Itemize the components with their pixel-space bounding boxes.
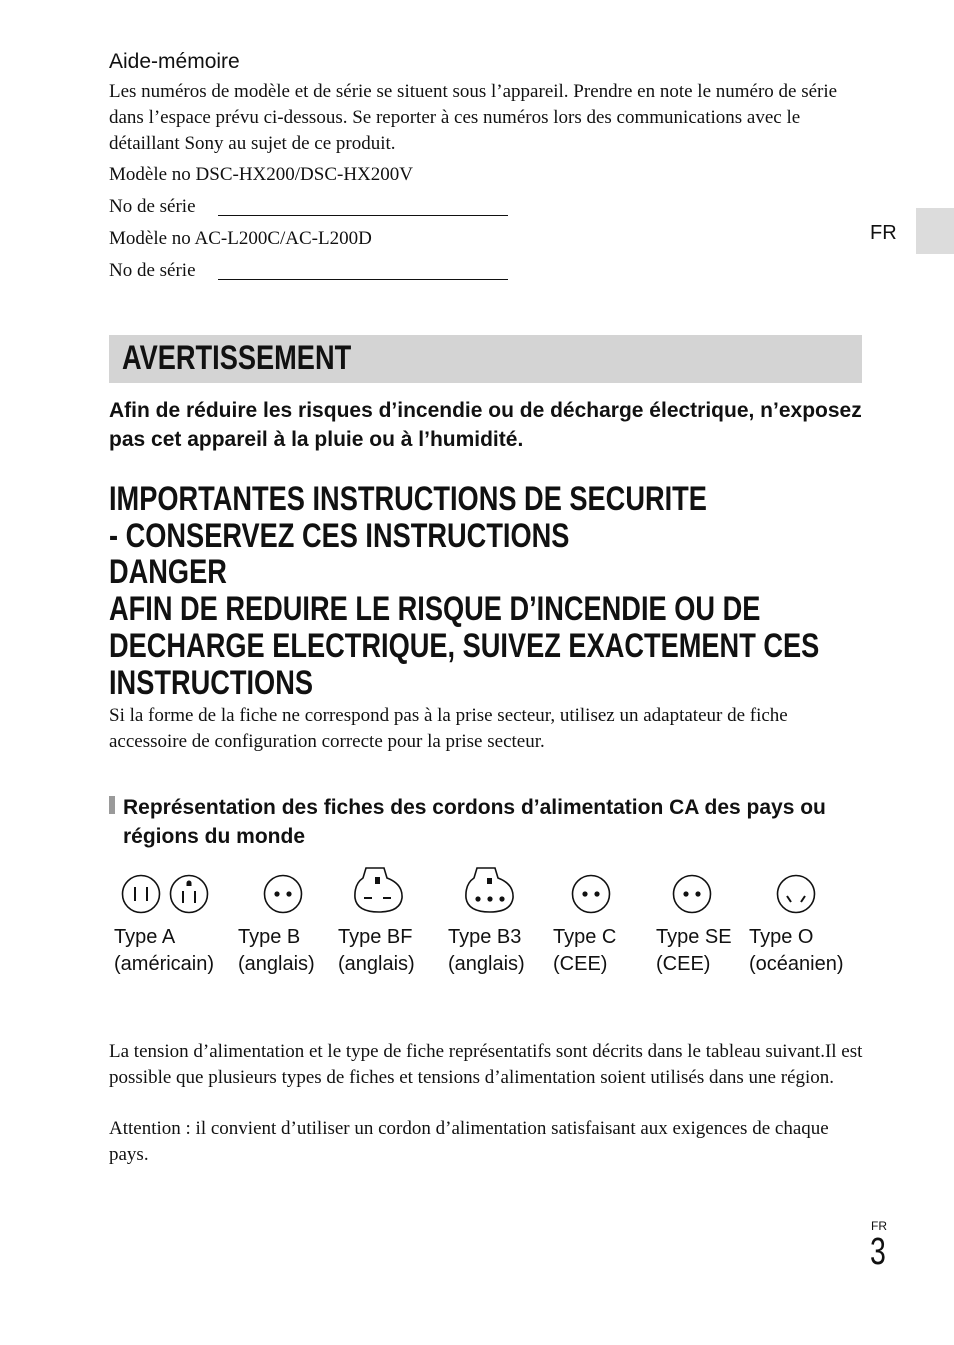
plug-type-b3-icon bbox=[462, 864, 518, 916]
plug-type-a-icon bbox=[121, 873, 213, 917]
plug-adapter-note: Si la forme de la fiche ne correspond pas à la prise secteur, utilisez un adaptateur de fiche accessoire de configuration correcte pour la prise secteur. bbox=[109, 705, 788, 752]
model-number-1: Modèle no DSC-HX200/DSC-HX200V bbox=[109, 164, 413, 185]
serial-number-2-label: No de série bbox=[109, 260, 196, 281]
page-number: 3 bbox=[870, 1231, 886, 1273]
section-marker-bar bbox=[109, 796, 115, 814]
plug-type-name: Type B3 bbox=[448, 926, 522, 948]
serial-number-2-line bbox=[218, 279, 508, 280]
serial-number-1-line bbox=[218, 215, 508, 216]
plug-type-region: (CEE) bbox=[553, 953, 608, 975]
plug-type-c-icon bbox=[571, 874, 613, 916]
model-number-2: Modèle no AC-L200C/AC-L200D bbox=[109, 228, 372, 249]
safety-heading-line: DECHARGE ELECTRIQUE, SUIVEZ EXACTEMENT CES bbox=[109, 626, 820, 665]
plug-label-type-a bbox=[114, 924, 214, 978]
plug-type-name: Type C bbox=[553, 926, 617, 948]
safety-heading-line: AFIN DE REDUIRE LE RISQUE D’INCENDIE OU DE bbox=[109, 590, 761, 629]
plug-label-type-b3 bbox=[448, 924, 525, 978]
safety-heading-line: - CONSERVEZ CES INSTRUCTIONS bbox=[109, 516, 570, 555]
plug-label-type-se bbox=[656, 924, 732, 978]
plug-type-region: (américain) bbox=[114, 953, 215, 975]
warning-text: Afin de réduire les risques d’incendie ou de décharge électrique, n’exposez pas cet appareil à la pluie ou à l’humidité. bbox=[109, 399, 862, 451]
plug-type-region: (océanien) bbox=[749, 953, 844, 975]
plug-type-se-icon bbox=[672, 874, 714, 916]
plug-type-region: (CEE) bbox=[656, 953, 711, 975]
language-side-tab bbox=[916, 208, 954, 254]
warning-title: AVERTISSEMENT bbox=[122, 339, 352, 377]
attention-paragraph: Attention : il convient d’utiliser un cordon d’alimentation satisfaisant aux exigences de chaque pays. bbox=[109, 1118, 829, 1165]
safety-heading-line: IMPORTANTES INSTRUCTIONS DE SECURITE bbox=[109, 480, 707, 518]
language-tab-label: FR bbox=[870, 222, 897, 244]
memo-intro: Les numéros de modèle et de série se situent sous l’appareil. Prendre en note le numéro de série dans l’espace prévu ci-dessous. Se reporter à ces numéros lors des communications avec le détaillant Sony au sujet de ce produit. bbox=[109, 81, 838, 154]
plugs-section-heading: Représentation des fiches des cordons d’alimentation CA des pays ou régions du monde bbox=[123, 796, 826, 848]
safety-headings bbox=[109, 481, 819, 701]
plug-label-type-bf bbox=[338, 924, 415, 978]
plug-type-name: Type B bbox=[238, 926, 301, 948]
plug-type-name: Type BF bbox=[338, 926, 413, 948]
plug-type-name: Type A bbox=[114, 926, 176, 948]
plug-label-type-c bbox=[553, 924, 616, 978]
plug-type-name: Type SE bbox=[656, 926, 732, 948]
plug-type-bf-icon bbox=[351, 864, 407, 916]
plug-label-type-o bbox=[749, 924, 844, 978]
memo-title: Aide-mémoire bbox=[109, 50, 240, 73]
plug-label-type-b bbox=[238, 924, 315, 978]
plug-type-region: (anglais) bbox=[238, 953, 315, 975]
plug-type-o-icon bbox=[776, 874, 818, 916]
tension-paragraph: La tension d’alimentation et le type de fiche représentatifs sont décrits dans le tableau suivant.Il est possible que plusieurs types de fiches et tensions d’alimentation soient utilisés dans une région. bbox=[109, 1041, 863, 1088]
safety-heading-line: DANGER bbox=[109, 553, 227, 592]
plug-type-region: (anglais) bbox=[448, 953, 525, 975]
plug-type-region: (anglais) bbox=[338, 953, 415, 975]
plug-type-b-icon bbox=[263, 874, 305, 916]
plug-type-name: Type O bbox=[749, 926, 814, 948]
safety-heading-line: INSTRUCTIONS bbox=[109, 663, 313, 702]
footer-language: FR bbox=[871, 1219, 887, 1233]
serial-number-1-label: No de série bbox=[109, 196, 196, 217]
